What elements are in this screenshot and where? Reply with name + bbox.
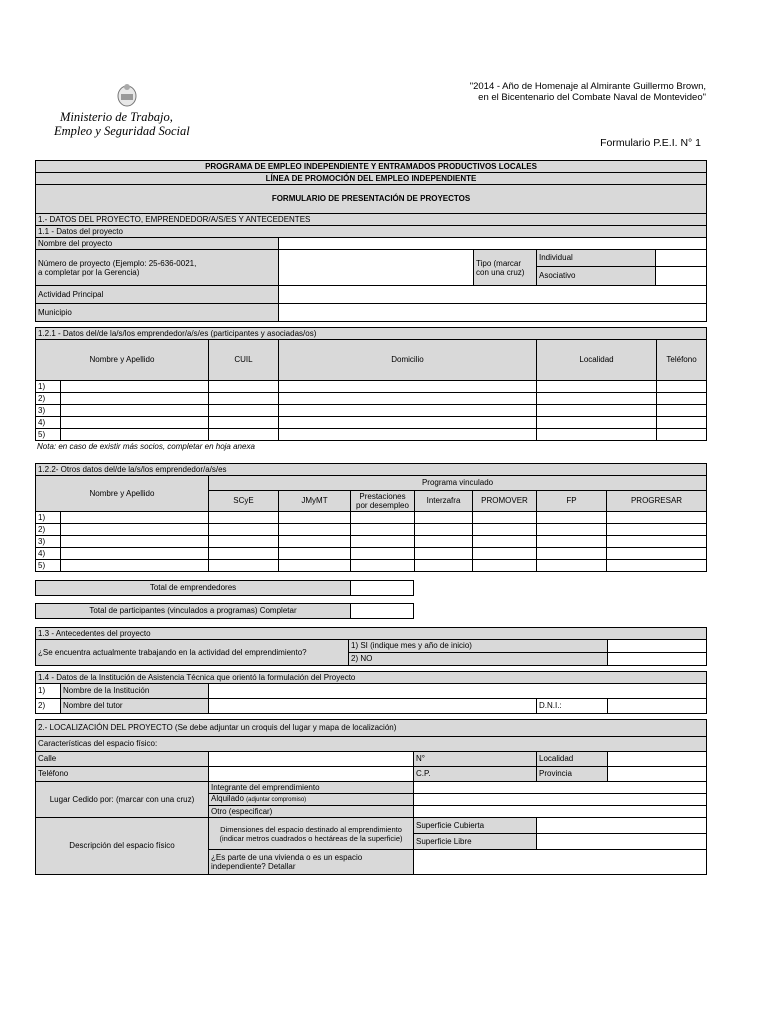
project-number-field[interactable] <box>279 250 474 286</box>
locality-label: Localidad <box>537 752 608 767</box>
type-associative-label: Asociativo <box>537 267 656 286</box>
total-entrepreneurs-label: Total de emprendedores <box>36 581 351 596</box>
col-fp: FP <box>537 491 607 512</box>
free-surface-label: Superficie Libre <box>414 834 537 850</box>
form-sheet <box>35 160 706 875</box>
row-number: 2) <box>36 393 61 405</box>
street-label: Calle <box>36 752 209 767</box>
ceded-member-field[interactable] <box>414 782 707 794</box>
section-1-table <box>35 160 707 327</box>
province-label: Provincia <box>537 767 608 782</box>
project-number-label: Número de proyecto (Ejemplo: 25-636-0021, a completar por la Gerencia) <box>36 250 279 286</box>
ceded-other-field[interactable] <box>414 806 707 818</box>
ceded-by-label: Lugar Cedido por: (marcar con una cruz) <box>36 782 209 818</box>
slogan <box>470 81 706 103</box>
totals-table-2 <box>35 603 414 619</box>
section-1-title: 1.- DATOS DEL PROYECTO, EMPRENDEDOR/A/S/ES Y ANTECEDENTES <box>36 214 707 226</box>
col-domicilio: Domicilio <box>279 340 537 381</box>
type-individual-label: Individual <box>537 250 656 267</box>
row-number: 2) <box>36 699 61 714</box>
section-1-4-title: 1.4 - Datos de la Institución de Asistencia Técnica que orientó la formulación del Proyecto <box>36 672 707 684</box>
housing-field[interactable] <box>414 850 707 875</box>
row-number: 4) <box>36 417 61 429</box>
row-number: 3) <box>36 536 61 548</box>
note-more-partners: Nota: en caso de existir más socios, completar en hoja anexa <box>37 442 255 451</box>
row-number: 2) <box>36 524 61 536</box>
table-row <box>36 405 707 417</box>
section-1-2-1-title: 1.2.1 - Datos del/de la/s/los emprendedor/a/s/es (participantes y asociadas/os) <box>36 328 707 340</box>
ceded-member-label: Integrante del emprendimiento <box>209 782 414 794</box>
col-localidad: Localidad <box>537 340 657 381</box>
total-participants-label: Total de participantes (vinculados a programas) Completar <box>36 604 351 619</box>
ceded-other-label: Otro (especificar) <box>209 806 414 818</box>
col-progresar: PROGRESAR <box>607 491 707 512</box>
table-row <box>36 536 707 548</box>
col-interzafra: Interzafra <box>415 491 473 512</box>
ministry-logo <box>48 82 208 144</box>
type-label: Tipo (marcar con una cruz) <box>474 250 537 286</box>
row-number: 1) <box>36 512 61 524</box>
section-2-table <box>35 719 707 875</box>
col-scye: SCyE <box>209 491 279 512</box>
number-label: N° <box>414 752 537 767</box>
table-row <box>36 393 707 405</box>
col-promover: PROMOVER <box>473 491 537 512</box>
dimensions-label: Dimensiones del espacio destinado al emprendimiento (indicar metros cuadrados o hectáreas de la superficie) <box>209 818 414 850</box>
working-question: ¿Se encuentra actualmente trabajando en la actividad del emprendimiento? <box>36 640 349 666</box>
form-number: Formulario P.E.I. N° 1 <box>600 137 701 149</box>
col-telefono: Teléfono <box>657 340 707 381</box>
row-number: 1) <box>36 684 61 699</box>
coat-of-arms-icon <box>116 82 138 108</box>
postal-code-label: C.P. <box>414 767 537 782</box>
totals-table <box>35 580 414 596</box>
col-nombre: Nombre y Apellido <box>36 340 209 381</box>
table-row <box>36 548 707 560</box>
line-title: LÍNEA DE PROMOCIÓN DEL EMPLEO INDEPENDIENTE <box>36 173 707 185</box>
street-field[interactable] <box>209 752 414 767</box>
tutor-label: Nombre del tutor <box>61 699 209 714</box>
locality-field[interactable] <box>608 752 707 767</box>
form-title: FORMULARIO DE PRESENTACIÓN DE PROYECTOS <box>36 185 707 214</box>
col-nombre-2: Nombre y Apellido <box>36 476 209 512</box>
institution-field[interactable] <box>209 684 707 699</box>
dni-label: D.N.I.: <box>537 699 608 714</box>
section-1-2-2-table <box>35 463 707 572</box>
project-name-field[interactable] <box>279 238 707 250</box>
working-no-field[interactable] <box>608 653 707 666</box>
working-no-label: 2) NO <box>349 653 608 666</box>
dni-field[interactable] <box>608 699 707 714</box>
housing-question: ¿Es parte de una vivienda o es un espacio independiente? Detallar <box>209 850 414 875</box>
section-1-2-2-title: 1.2.2- Otros datos del/de la/s/los emprendedor/a/s/es <box>36 464 707 476</box>
type-associative-checkbox[interactable] <box>656 267 707 286</box>
table-row <box>36 512 707 524</box>
physical-space-title: Características del espacio físico: <box>36 737 707 752</box>
tutor-field[interactable] <box>209 699 537 714</box>
working-yes-field[interactable] <box>608 640 707 653</box>
working-yes-label: 1) SI (indique mes y año de inicio) <box>349 640 608 653</box>
type-individual-checkbox[interactable] <box>656 250 707 267</box>
covered-surface-label: Superficie Cubierta <box>414 818 537 834</box>
municipality-label: Municipio <box>36 304 279 322</box>
table-row <box>36 524 707 536</box>
covered-surface-field[interactable] <box>537 818 707 834</box>
section-1-3-table <box>35 627 707 666</box>
row-number: 5) <box>36 429 61 441</box>
program-linked-header: Programa vinculado <box>209 476 707 491</box>
municipality-field[interactable] <box>279 304 707 322</box>
col-prestaciones: Prestaciones por desempleo <box>351 491 415 512</box>
phone-label: Teléfono <box>36 767 209 782</box>
main-activity-label: Actividad Principal <box>36 286 279 304</box>
slogan-line1: "2014 - Año de Homenaje al Almirante Guillermo Brown, <box>469 81 706 92</box>
section-1-1-title: 1.1 - Datos del proyecto <box>36 226 707 238</box>
col-cuil: CUIL <box>209 340 279 381</box>
total-participants-field[interactable] <box>351 604 414 619</box>
row-number: 3) <box>36 405 61 417</box>
table-row <box>36 381 707 393</box>
main-activity-field[interactable] <box>279 286 707 304</box>
program-title: PROGRAMA DE EMPLEO INDEPENDIENTE Y ENTRAMADOS PRODUCTIVOS LOCALES <box>36 161 707 173</box>
section-1-3-title: 1.3 - Antecedentes del proyecto <box>36 628 707 640</box>
section-1-4-table <box>35 671 707 714</box>
table-row <box>36 560 707 572</box>
province-field[interactable] <box>608 767 707 782</box>
phone-field[interactable] <box>209 767 414 782</box>
table-row <box>36 429 707 441</box>
row-number: 5) <box>36 560 61 572</box>
space-description-label: Descripción del espacio físico <box>36 818 209 875</box>
row-number: 4) <box>36 548 61 560</box>
total-entrepreneurs-field[interactable] <box>351 581 414 596</box>
row-number: 1) <box>36 381 61 393</box>
institution-label: Nombre de la Institución <box>61 684 209 699</box>
ceded-rented-label: Alquilado (adjuntar compromiso) <box>209 794 414 806</box>
free-surface-field[interactable] <box>537 834 707 850</box>
col-jmymt: JMyMT <box>279 491 351 512</box>
ministry-name-line2: Empleo y Seguridad Social <box>54 124 190 138</box>
slogan-line2: en el Bicentenario del Combate Naval de Montevideo" <box>478 92 706 103</box>
section-2-title: 2.- LOCALIZACIÓN DEL PROYECTO (Se debe adjuntar un croquis del lugar y mapa de localización) <box>36 720 707 737</box>
table-row <box>36 417 707 429</box>
ceded-rented-field[interactable] <box>414 794 707 806</box>
ministry-name-line1: Ministerio de Trabajo, <box>60 110 173 124</box>
section-1-2-1-table <box>35 327 707 441</box>
project-name-label: Nombre del proyecto <box>36 238 279 250</box>
